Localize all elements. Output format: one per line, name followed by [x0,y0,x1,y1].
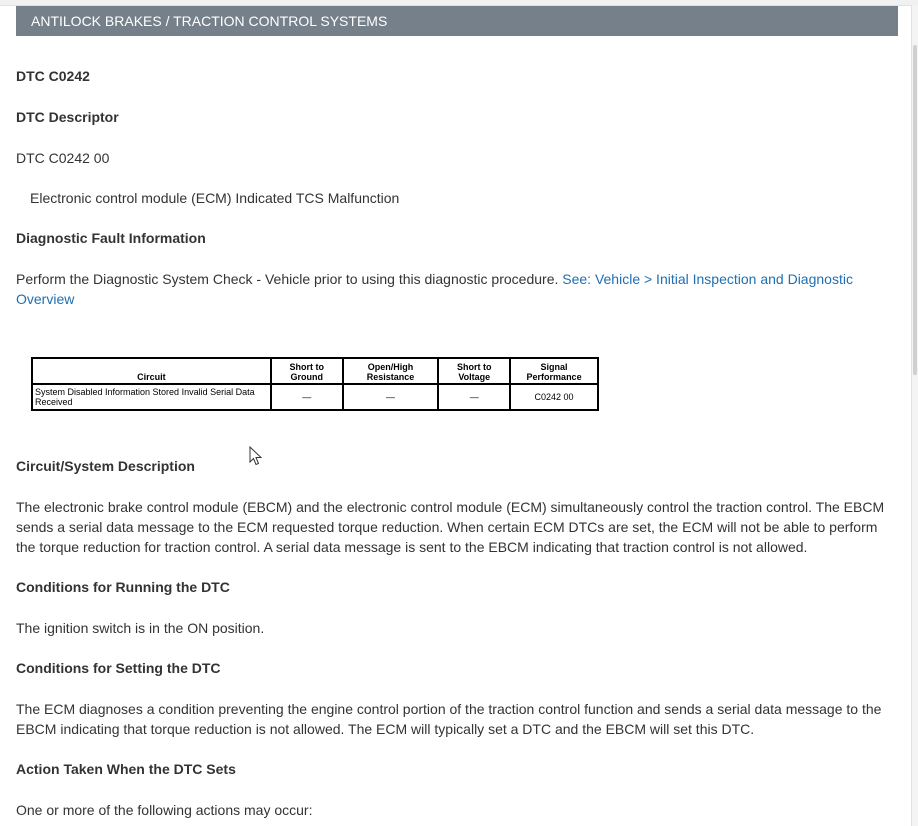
column-header: Circuit [32,358,271,384]
fault-heading: Diagnostic Fault Information [16,230,206,246]
section-banner: ANTILOCK BRAKES / TRACTION CONTROL SYSTEMS [16,6,898,36]
scrollbar-thumb[interactable] [913,45,917,375]
dtc-circuit-table [31,357,599,411]
setting-heading: Conditions for Setting the DTC [16,660,221,676]
initial-inspection-link[interactable]: See: Vehicle > Initial Inspection and Diagnostic Overview [16,271,853,307]
dtc-title: DTC C0242 [16,68,90,84]
column-header: Signal Performance [510,358,598,384]
scrollbar[interactable] [911,5,918,826]
fault-paragraph [16,269,898,309]
setting-text: The ECM diagnoses a condition preventing the engine control portion of the traction control function and sends a serial data message to the EBCM indicating that torque reduction is not allowed. The ECM will typically set a DTC and the EBCM will set this DTC. [16,701,882,737]
circuit-text: The electronic brake control module (EBCM) and the electronic control module (ECM) simultaneously control the traction control. The EBCM sends a serial data message to the ECM requested torque reduction. When certain ECM DTCs are set, the ECM will not be able to perform the torque reduction for traction control. A serial data message is sent to the EBCM indicating that traction control is not allowed. [16,499,885,555]
column-header: Short to Voltage [438,358,510,384]
running-heading: Conditions for Running the DTC [16,579,230,595]
descriptor-text: Electronic control module (ECM) Indicated TCS Malfunction [30,190,400,206]
descriptor-heading: DTC Descriptor [16,109,119,125]
column-header: Short to Ground [271,358,343,384]
circuit-heading: Circuit/System Description [16,458,195,474]
table-row [32,384,598,410]
table-cell: System Disabled Information Stored Invalid Serial Data Received [32,384,271,410]
column-header: Open/High Resistance [343,358,439,384]
fault-text: Perform the Diagnostic System Check - Vehicle prior to using this diagnostic procedure. [16,271,559,287]
table-cell: C0242 00 [510,384,598,410]
descriptor-code: DTC C0242 00 [16,150,110,166]
table-cell: — [271,384,343,410]
running-text: The ignition switch is in the ON position. [16,620,265,636]
table-cell: — [438,384,510,410]
action-text: One or more of the following actions may occur: [16,802,313,818]
action-heading: Action Taken When the DTC Sets [16,761,236,777]
table-header-row [32,358,598,384]
table-cell: — [343,384,439,410]
